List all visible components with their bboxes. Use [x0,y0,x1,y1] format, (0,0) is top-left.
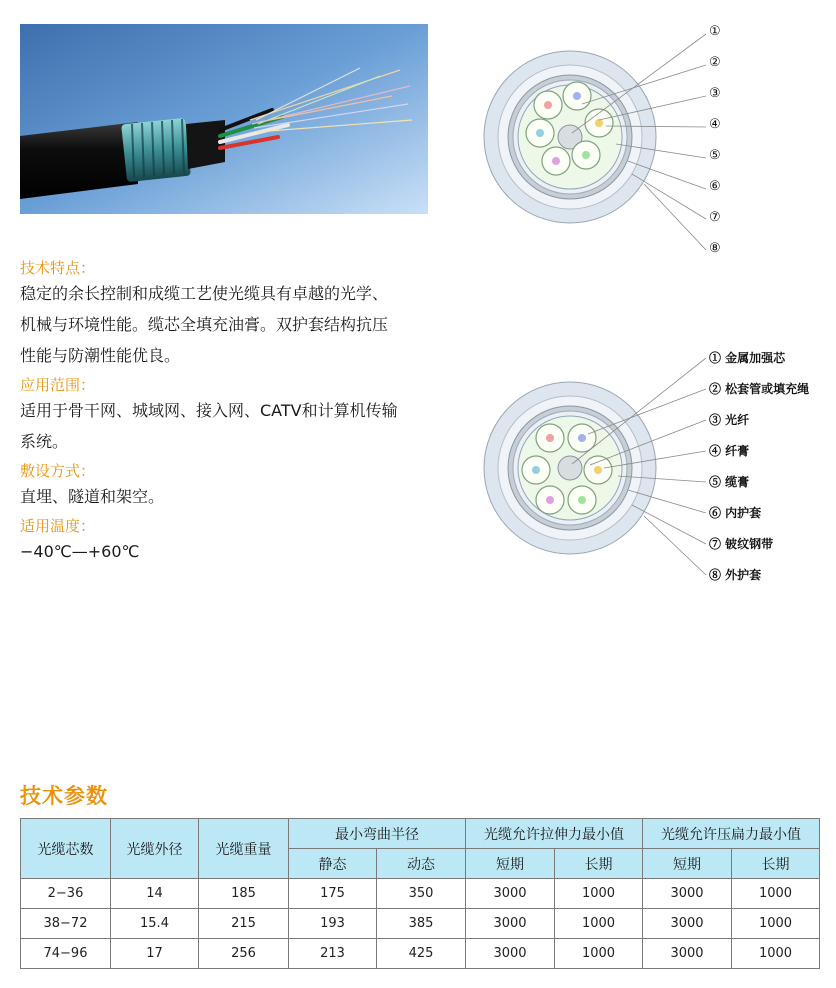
table-row [21,909,820,939]
cell: 3000 [643,879,732,909]
cell: 3000 [643,909,732,939]
marker-3: ③ [709,86,721,101]
marker-8: ⑧ [709,241,721,256]
cell: 74−96 [21,939,111,969]
cell: 256 [199,939,289,969]
params-table [20,818,820,969]
application-line: 系统。 [20,432,69,451]
header-short-term: 短期 [643,849,732,879]
application-body [20,395,450,457]
cell: 193 [289,909,377,939]
cell: 14 [111,879,199,909]
header-long-term: 长期 [732,849,820,879]
legend-label-1: ① 金属加强芯 [709,351,786,365]
cell: 213 [289,939,377,969]
cell: 215 [199,909,289,939]
cell: 1000 [555,879,643,909]
cell: 1000 [555,939,643,969]
header-outer-diameter: 光缆外径 [111,819,199,879]
header-core-count: 光缆芯数 [21,819,111,879]
cell: 175 [289,879,377,909]
params-heading: 技术参数 [20,784,108,808]
table-row [21,939,820,969]
features-line: 稳定的余长控制和成缆工艺使光缆具有卓越的光学、 [20,284,389,303]
header-short-term: 短期 [466,849,555,879]
marker-4: ④ [709,117,721,132]
table-row [21,879,820,909]
description-block [20,258,450,571]
cell: 2−36 [21,879,111,909]
legend-label-4: ④ 纤膏 [709,444,750,458]
laying-title: 敷设方式： [20,462,96,480]
cell: 425 [377,939,466,969]
header-long-term: 长期 [555,849,643,879]
features-body [20,278,450,371]
header-static: 静态 [289,849,377,879]
temperature-body: −40℃—+60℃ [20,542,140,561]
cell: 350 [377,879,466,909]
features-line: 性能与防潮性能优良。 [20,346,181,365]
application-title: 应用范围： [20,376,96,394]
header-bend-radius: 最小弯曲半径 [289,819,466,849]
temperature-title: 适用温度： [20,517,96,535]
marker-2: ② [709,55,721,70]
cable-photo [20,24,428,214]
cell: 3000 [466,939,555,969]
cell: 17 [111,939,199,969]
cell: 15.4 [111,909,199,939]
application-line: 适用于骨干网、城域网、接入网、CATV和计算机传输 [20,401,398,420]
cell: 385 [377,909,466,939]
laying-body: 直埋、隧道和架空。 [20,487,165,506]
legend-label-8: ⑧ 外护套 [709,568,762,582]
cell: 3000 [466,879,555,909]
header-weight: 光缆重量 [199,819,289,879]
marker-5: ⑤ [709,148,721,163]
cell: 185 [199,879,289,909]
cross-section-diagram-bottom [478,340,836,590]
features-title: 技术特点： [20,259,96,277]
legend-label-2: ② 松套管或填充绳 [709,382,810,396]
legend-label-5: ⑤ 缆膏 [709,475,750,489]
cell: 3000 [466,909,555,939]
legend-label-7: ⑦ 铍纹钢带 [709,537,774,551]
marker-6: ⑥ [709,179,721,194]
cross-section-diagram-top [478,14,738,264]
marker-1: ① [709,24,721,39]
cell: 3000 [643,939,732,969]
marker-7: ⑦ [709,210,721,225]
header-tensile: 光缆允许拉伸力最小值 [466,819,643,849]
cell: 38−72 [21,909,111,939]
features-line: 机械与环境性能。缆芯全填充油膏。双护套结构抗压 [20,315,389,334]
cell: 1000 [732,879,820,909]
cell: 1000 [555,909,643,939]
header-dynamic: 动态 [377,849,466,879]
header-crush: 光缆允许压扁力最小值 [643,819,820,849]
cell: 1000 [732,939,820,969]
legend-label-6: ⑥ 内护套 [709,506,762,520]
cell: 1000 [732,909,820,939]
legend-label-3: ③ 光纤 [709,413,750,427]
